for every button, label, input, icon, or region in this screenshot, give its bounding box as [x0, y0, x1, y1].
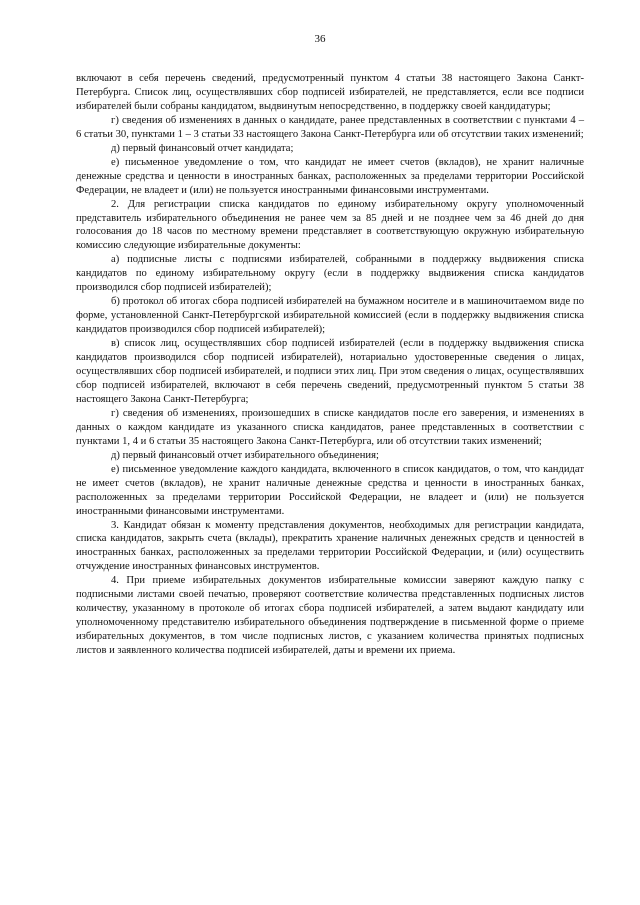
paragraph-clause-4: 4. При приеме избирательных документов избирательные комиссии заверяют каждую папку с подписными листами своей печатью, проверяют соответствие количества представленных подписных листов количеству, указанному в протоколе об итогах сбора подписей избирателей, а затем выдают кандидату или уполномоченному представителю избирательного объединения подтверждение в письменной форме о приеме избирательных документов, в том числе подписных листов, с указанием количества принятых подписных листов и заявленного количества подписей избирателей, даты и времени их приема.: [76, 575, 584, 657]
paragraph-clause-2-item-e: е) письменное уведомление каждого кандидата, включенного в список кандидатов, о том, что кандидат не имеет счетов (вкладов), не хранит наличные денежные средства и ценности в иностранных банках, расположенных за пределами территории Российской Федерации, не владеет и (или) не пользуется иностранными финансовыми инструментами.: [76, 463, 584, 517]
paragraph-clause-2-item-b: б) протокол об итогах сбора подписей избирателей на бумажном носителе и в машиночитаемом виде по форме, установленной Санкт-Петербургской избирательной комиссией (если в поддержку выдвижения списка кандидатов производился сбор подписей избирателей);: [76, 296, 584, 336]
paragraph-clause-3: 3. Кандидат обязан к моменту представления документов, необходимых для регистрации кандидата, списка кандидатов, закрыть счета (вклады), прекратить хранение наличных денежных средств и ценностей в иностранных банках, расположенных за пределами территории Российской Федерации, и (или) осуществить отчуждение иностранных финансовых инструментов.: [76, 519, 584, 573]
paragraph-continuation: включают в себя перечень сведений, предусмотренный пунктом 4 статьи 38 настоящего Закона Санкт-Петербурга. Список лиц, осуществлявших сбор подписей избирателей, не представляется, если все подписи избирателей были собраны кандидатом, выдвинутым непосредственно, в поддержку своей кандидатуры;: [76, 73, 584, 112]
paragraph-clause-2-item-g: г) сведения об изменениях, произошедших в списке кандидатов после его заверения, и изменениях в данных о каждом кандидате из указанного списка кандидатов, ранее представленных в соответствии с пунктами 1, 4 и 6 статьи 35 настоящего Закона Санкт-Петербурга, или об отсутствии таких изменений;: [76, 407, 584, 447]
paragraph-item-e: е) письменное уведомление о том, что кандидат не имеет счетов (вкладов), не хранит наличные денежные средства и ценности в иностранных банках, расположенных за пределами территории Российской Федерации, не владеет и (или) не пользуется иностранными финансовыми инструментами.: [76, 156, 584, 196]
paragraph-item-d: д) первый финансовый отчет кандидата;: [111, 142, 294, 154]
document-body: [76, 72, 584, 658]
paragraph-clause-2: 2. Для регистрации списка кандидатов по единому избирательному округу уполномоченный представитель избирательного объединения не ранее чем за 85 дней и не позднее чем за 46 дней до дня голосования до 18 часов по местному времени представляет в соответствующую окружную избирательную комиссию следующие избирательные документы:: [76, 198, 584, 252]
paragraph-clause-2-item-d: д) первый финансовый отчет избирательного объединения;: [111, 449, 379, 461]
paragraph-item-g: г) сведения об изменениях в данных о кандидате, ранее представленных в соответствии с пунктами 4 – 6 статьи 30, пунктами 1 – 3 статьи 33 настоящего Закона Санкт-Петербурга или об отсутствии таких изменений;: [76, 114, 584, 140]
paragraph-clause-2-item-v: в) список лиц, осуществлявших сбор подписей избирателей (если в поддержку выдвижения списка кандидатов производился сбор подписей избирателей), нотариально удостоверенные сведения о лицах, осуществлявших сбор подписей избирателей, и подписи этих лиц. При этом сведения о лицах, осуществлявших сбор подписей избирателей, включают в себя перечень сведений, предусмотренный пунктом 5 статьи 38 настоящего Закона Санкт-Петербурга;: [76, 338, 584, 405]
paragraph-clause-2-item-a: а) подписные листы с подписями избирателей, собранными в поддержку выдвижения списка кандидатов по единому избирательному округу (если в поддержку выдвижения списка кандидатов производился сбор подписей избирателей);: [76, 254, 584, 294]
page-number: 36: [314, 33, 326, 45]
